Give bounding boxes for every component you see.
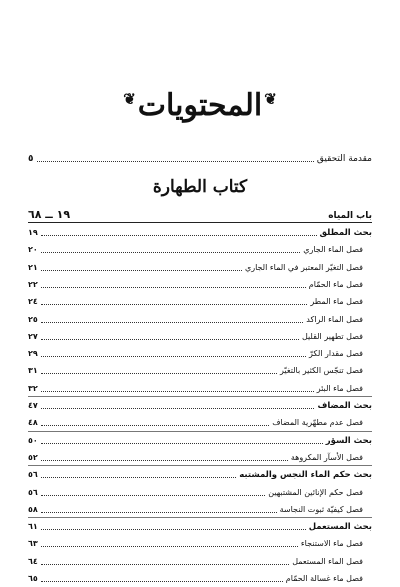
leader-dots bbox=[41, 460, 288, 461]
chapter-entry[interactable] bbox=[28, 380, 372, 394]
entry-label: فصل الماء الراكد bbox=[306, 314, 363, 324]
entry-label: فصل تنجّس الكثير بالتغيّر bbox=[280, 366, 363, 376]
entry-page: ٢٥ bbox=[28, 314, 38, 324]
entry-label: بحث المطلق bbox=[319, 228, 372, 238]
intro-entry[interactable] bbox=[28, 150, 372, 164]
chapter-entry[interactable] bbox=[28, 449, 372, 463]
chapter-entry[interactable] bbox=[28, 276, 372, 290]
leader-dots bbox=[41, 356, 306, 357]
entry-page: ٥٢ bbox=[28, 452, 38, 462]
section-rule bbox=[28, 465, 372, 466]
entry-label: فصل حكم الإنائين المشتبهين bbox=[268, 487, 363, 497]
leader-dots bbox=[41, 546, 298, 547]
chapter-entry[interactable] bbox=[28, 553, 372, 567]
leader-dots bbox=[41, 512, 277, 513]
entry-label: بحث السؤر bbox=[325, 435, 372, 446]
bab-label: باب المياه bbox=[328, 211, 372, 221]
chapter-entry[interactable] bbox=[28, 484, 372, 498]
entry-page: ٥٦ bbox=[28, 487, 38, 497]
entry-page: ٦٤ bbox=[28, 556, 38, 566]
entry-page: ٥٠ bbox=[28, 435, 38, 445]
entry-label: فصل ماء البئر bbox=[316, 383, 363, 393]
entry-page: ٤٧ bbox=[28, 401, 38, 410]
bab-rule bbox=[28, 222, 372, 223]
leader-dots bbox=[41, 391, 314, 392]
entry-page: ٢١ bbox=[28, 262, 38, 272]
chapter-entry[interactable] bbox=[28, 259, 372, 273]
section-entry[interactable] bbox=[28, 432, 372, 446]
section-rule bbox=[28, 396, 372, 397]
entry-page: ٦٣ bbox=[28, 539, 38, 549]
chapter-entry[interactable] bbox=[28, 501, 372, 515]
leader-dots bbox=[41, 339, 299, 340]
section-entry[interactable] bbox=[28, 518, 372, 532]
entry-page: ٢٧ bbox=[28, 331, 38, 341]
leader-dots bbox=[41, 443, 323, 444]
entry-page: ٢٢ bbox=[28, 279, 38, 289]
entry-label: فصل ماء غسالة الحمّام bbox=[285, 574, 363, 583]
entry-page: ٣٢ bbox=[28, 383, 38, 393]
ornament-icon: ❦ bbox=[264, 90, 277, 108]
chapter-entry[interactable] bbox=[28, 241, 372, 255]
entry-page: ١٩ bbox=[28, 228, 38, 237]
ornament-icon: ❦ bbox=[123, 90, 136, 108]
leader-dots bbox=[41, 529, 306, 530]
chapter-entry[interactable] bbox=[28, 570, 372, 584]
leader-dots bbox=[41, 495, 265, 496]
entry-page: ٢٤ bbox=[28, 297, 38, 307]
entry-label: فصل عدم مطهّرية المضاف bbox=[272, 418, 363, 428]
leader-dots bbox=[41, 304, 308, 305]
entry-label: فصل مقدار الكرّ bbox=[308, 349, 363, 359]
entry-page: ٣١ bbox=[28, 366, 38, 376]
section-rule bbox=[28, 431, 372, 432]
entry-label: فصل الأسآر المكروهة bbox=[290, 452, 363, 462]
entry-page: ٥٦ bbox=[28, 470, 38, 480]
entry-label: بحث حكم الماء النجس والمشتبه bbox=[239, 470, 372, 481]
intro-page: ٥ bbox=[28, 154, 34, 164]
leader-dots bbox=[41, 270, 242, 271]
entry-label: فصل الماء الجاري bbox=[303, 245, 363, 255]
leader-dots bbox=[41, 287, 306, 288]
chapter-entry[interactable] bbox=[28, 328, 372, 342]
leader-dots bbox=[41, 252, 300, 253]
leader-dots bbox=[41, 425, 269, 426]
chapter-entry[interactable] bbox=[28, 345, 372, 359]
entry-label: فصل ماء الحمّام bbox=[308, 279, 363, 289]
entry-label: فصل الماء المستعمل bbox=[292, 556, 363, 566]
section-entry[interactable] bbox=[28, 397, 372, 411]
chapter-entry[interactable] bbox=[28, 311, 372, 325]
intro-label: مقدمة التحقيق bbox=[316, 154, 372, 164]
chapter-entry[interactable] bbox=[28, 293, 372, 307]
entry-page: ٥٨ bbox=[28, 504, 38, 514]
chapter-entry[interactable] bbox=[28, 414, 372, 428]
entry-label: بحث المضاف bbox=[317, 401, 372, 411]
entry-label: فصل تطهير القليل bbox=[301, 331, 363, 341]
chapter-entry[interactable] bbox=[28, 362, 372, 376]
leader-dots bbox=[41, 477, 236, 478]
chapter-entry[interactable] bbox=[28, 535, 372, 549]
section-entry[interactable] bbox=[28, 466, 372, 480]
entry-page: ٦٥ bbox=[28, 574, 38, 583]
entry-page: ٢٩ bbox=[28, 349, 38, 359]
leader-dots bbox=[41, 564, 289, 565]
leader-dots bbox=[41, 373, 277, 374]
bab-heading[interactable] bbox=[28, 207, 372, 221]
toc-title bbox=[0, 88, 400, 123]
entry-label: فصل ماء الاستنجاء bbox=[300, 539, 363, 549]
entry-page: ٢٠ bbox=[28, 245, 38, 255]
entry-label: فصل التغيّر المعتبر في الماء الجاري bbox=[244, 262, 363, 272]
leader-dots bbox=[41, 322, 304, 323]
leader-dots bbox=[37, 161, 314, 162]
entry-page: ٦١ bbox=[28, 522, 38, 532]
entry-page: ٤٨ bbox=[28, 418, 38, 428]
book-title: كتاب الطهارة bbox=[152, 177, 248, 197]
section-entry[interactable] bbox=[28, 224, 372, 238]
entry-label: فصل كيفيّة ثبوت النجاسة bbox=[279, 504, 363, 514]
entry-label: فصل ماء المطر bbox=[310, 297, 363, 307]
leader-dots bbox=[41, 408, 315, 409]
section-rule bbox=[28, 517, 372, 518]
leader-dots bbox=[41, 581, 283, 582]
bab-page-range: ١٩ ــ ٦٨ bbox=[28, 208, 71, 221]
leader-dots bbox=[41, 235, 317, 236]
toc-title-text: المحتويات bbox=[137, 88, 263, 123]
entry-label: بحث المستعمل bbox=[308, 522, 372, 533]
